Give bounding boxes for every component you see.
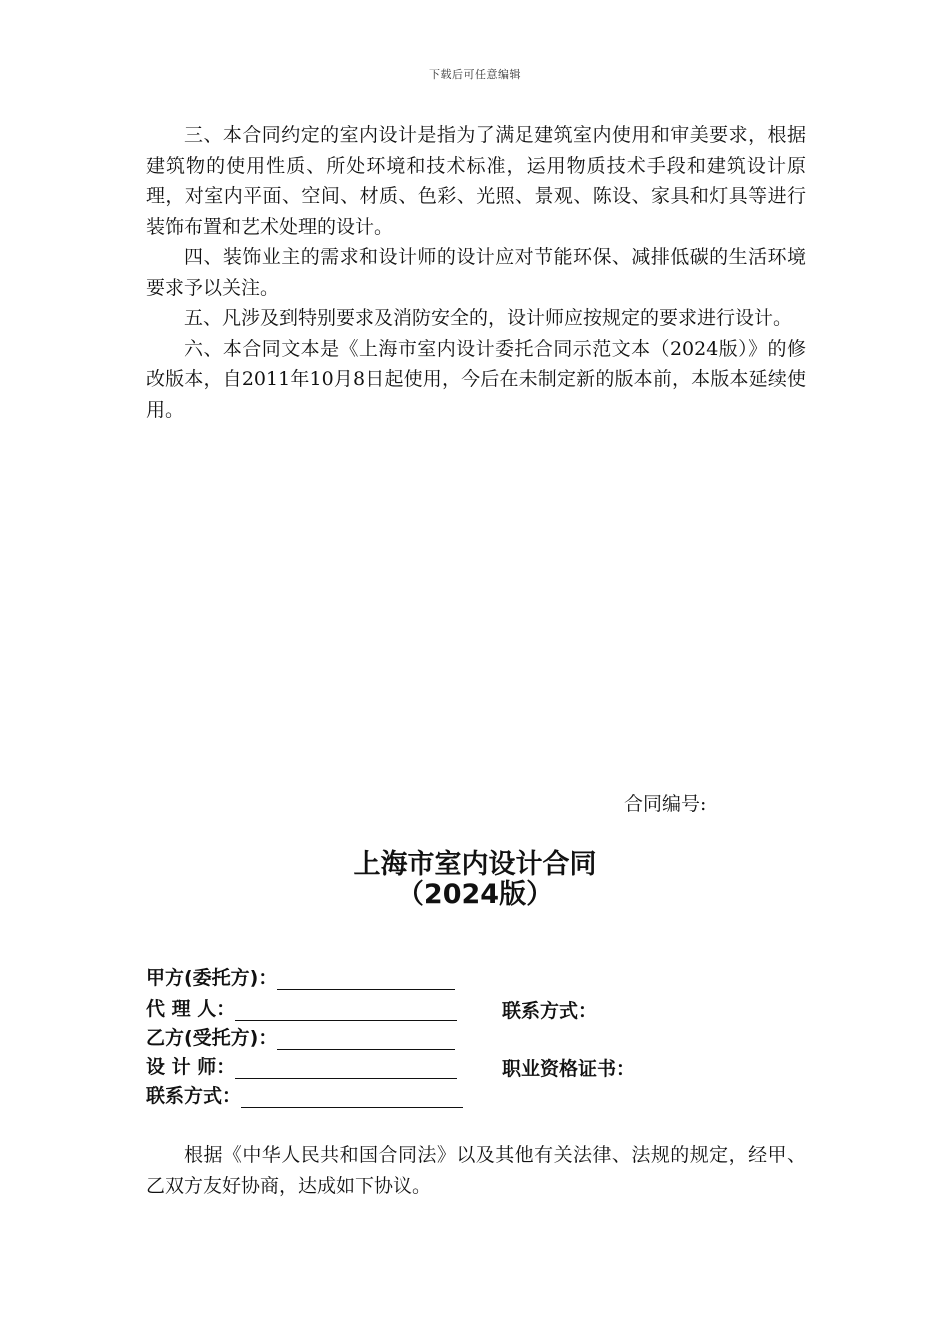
page-header-note: 下载后可任意编辑 xyxy=(429,68,521,81)
clause-4: 四、装饰业主的需求和设计师的设计应对节能环保、减排低碳的生活环境要求予以关注。 xyxy=(146,246,806,299)
designer-cert-label: 职业资格证书： xyxy=(502,1058,636,1080)
agent-contact-label: 联系方式： xyxy=(502,1000,598,1022)
contact-row xyxy=(146,1081,463,1111)
clause-5: 五、凡涉及到特别要求及消防安全的，设计师应按规定的要求进行设计。 xyxy=(184,307,793,329)
party-a-row xyxy=(146,963,455,993)
contract-number-label: 合同编号: xyxy=(624,793,707,815)
party-b-row xyxy=(146,1023,455,1053)
clause-3: 三、本合同约定的室内设计是指为了满足建筑室内使用和审美要求，根据建筑物的使用性质、所处环境和技术标准，运用物质技术手段和建筑设计原理，对室内平面、空间、材质、色彩、光照、景观、陈设、家具和灯具等进行装饰布置和艺术处理的设计。 xyxy=(146,124,806,238)
designer-label: 设 计 师： xyxy=(146,1056,236,1078)
preamble-paragraph: 根据《中华人民共和国合同法》以及其他有关法律、法规的规定，经甲、乙双方友好协商，达成如下协议。 xyxy=(146,1144,806,1197)
party-b-field[interactable] xyxy=(277,1029,455,1050)
designer-field[interactable] xyxy=(235,1058,457,1079)
party-a-label: 甲方(委托方)： xyxy=(146,967,278,989)
agent-label: 代 理 人： xyxy=(146,998,236,1020)
preamble-section xyxy=(146,1140,806,1201)
contact-field[interactable] xyxy=(241,1087,463,1108)
clause-6: 六、本合同文本是《上海市室内设计委托合同示范文本（2024版）》的修改版本，自2011年10月8日起使用，今后在未制定新的版本前，本版本延续使用。 xyxy=(146,337,806,421)
contact-label: 联系方式： xyxy=(146,1085,242,1107)
party-a-field[interactable] xyxy=(277,969,455,990)
agent-row xyxy=(146,994,457,1024)
party-b-label: 乙方(受托方)： xyxy=(146,1027,278,1049)
agent-field[interactable] xyxy=(235,1000,457,1021)
clauses-section xyxy=(146,120,806,425)
designer-row xyxy=(146,1052,457,1082)
page-title: 上海市室内设计合同 xyxy=(353,849,597,880)
page-subtitle: （2024版） xyxy=(396,879,554,910)
